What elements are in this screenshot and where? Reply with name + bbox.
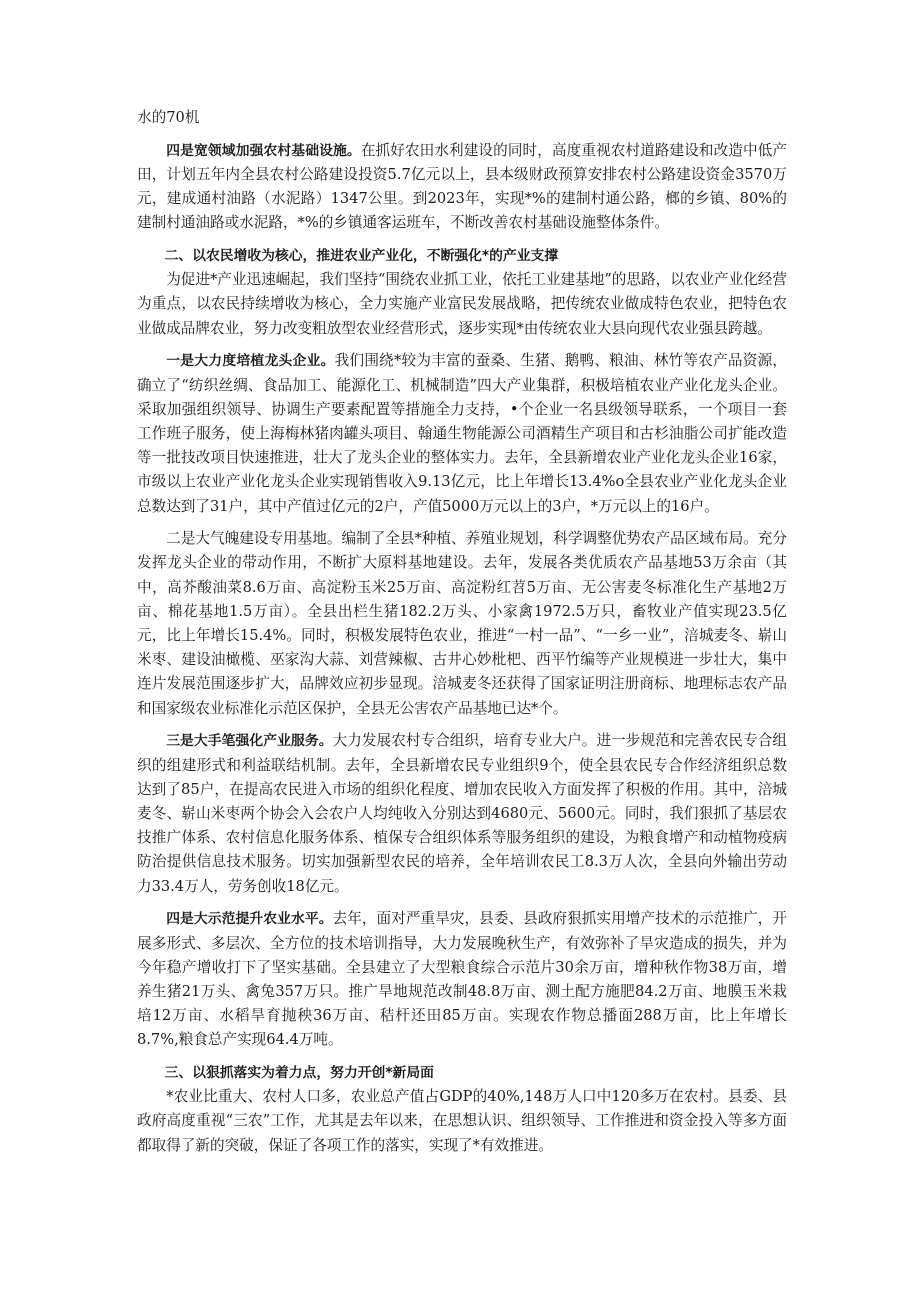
- paragraph-demonstration-text: [137, 907, 787, 1052]
- section-heading-3: 三、以狠抓落实为着力点，努力开创*新局面: [164, 1065, 434, 1082]
- paragraph-body: 大力发展农村专合组织，培育专业大户。进一步规范和完善农民专合组织的组建形式和利益联结机制。去年，全县新增农民专业组织9个，使全县农民专合作经济组织总数达到了85户，在提高农民进入市场的组织化程度、增加农民收入方面发挥了积极的作用。其中，涪城麦冬、崭山米枣两个协会入会农户人均纯收入分别达到4680元、5600元。同时，我们狠抓了基层农技推广体系、农村信息化服务体系、植保专合组织体系等服务组织的建设，为粮食增产和动植物疫病防治提供信息技术服务。切实加强新型农民的培养，全年培训农民工8.3万人次，全县向外输出劳动力33.4万人，劳务创收18亿元。: [137, 732, 787, 895]
- paragraph-body: 在抓好农田水利建设的同时，高度重视农村道路建设和改造中低产田，计划五年内全县农村公路建设投资5.7亿元以上，县本级财政预算安排农村公路建设资金3570万元，建成通村油路（水泥路）1347公里。到2023年，实现*%的建制村通公路，榔的乡镇、80%的建制村通油路或水泥路，*%的乡镇通客运班车，不断改善农村基础设施整体条件。: [137, 141, 787, 232]
- document-page: [137, 106, 787, 1166]
- section-two: [137, 244, 787, 341]
- paragraph-leading-enterprises: [137, 349, 787, 518]
- paragraph-industry-services-text: [137, 729, 787, 898]
- paragraph-production-bases-text: 二是大气魄建设专用基地。编制了全县*种植、养殖业规划，科学调整优势农产品区域布局。充分发挥龙头企业的带动作用，不断扩大原料基地建设。去年，发展各类优质农产品基地53万余亩（其中，高芥酸油菜8.6万亩、高淀粉玉米25万亩、高淀粉红苕5万亩、无公害麦冬标准化生产基地2万亩、棉花基地1.5万亩）。全县出栏生猪182.2万头、小家禽1972.5万只，畜牧业产值实现23.5亿元，比上年增长15.4%。同时，积极发展特色农业，推进“一村一品”、“一乡一业”，涪城麦冬、崭山米枣、建设油橄榄、巫家沟大蒜、刘营辣椒、古井心妙枇杷、西平竹编等产业规模进一步壮大，集中连片发展范围逐步扩大，品牌效应初步显现。涪城麦冬还获得了国家证明注册商标、地理标志农产品和国家级农业标准化示范区保护，全县无公害农产品基地已达*个。: [137, 530, 787, 717]
- section-three: [137, 1061, 787, 1158]
- paragraph-body: 我们围绕*较为丰富的蚕桑、生猪、鹅鸭、粮油、林竹等农产品资源，确立了“纺织丝绸、食品加工、能源化工、机械制造”四大产业集群，积极培植农业产业化龙头企业。采取加强组织领导、协调生产要素配置等措施全力支持，•个企业一名县级领导联系，一个项目一套工作班子服务，使上海梅林猪肉罐头项目、翰通生物能源公司酒精生产项目和古杉油脂公司扩能改造等一批技改项目快速推进，壮大了龙头企业的整体实力。去年，全县新增农业产业化龙头企业16家，市级以上农业产业化龙头企业实现销售收入9.13亿元，比上年增长13.4%o全县农业产业化龙头企业总数达到了31户，其中产值过亿元的2户，产值5000万元以上的3户，*万元以上的16户。: [137, 352, 788, 515]
- paragraph-infrastructure: [137, 139, 787, 236]
- paragraph-body: 去年，面对严重旱灾，县委、县政府狠抓实用增产技术的示范推广，开展多形式、多层次、全方位的技术培训指导，大力发展晚秋生产，有效弥补了旱灾造成的损失，并为今年稳产增收打下了坚实基础。全县建立了大型粮食综合示范片30余万亩，增种秋作物38万亩，增养生猪21万头、禽兔357万只。推广旱地规范改制48.8万亩、测土配方施肥84.2万亩、地膜玉米栽培12万亩、水稻旱育抛秧36万亩、秸杆还田85万亩。实现农作物总播面288万亩，比上年增长8.7%,粮食总产实现64.4万吨。: [137, 910, 787, 1049]
- paragraph-section-two-intro: 为促进*产业迅速崛起，我们坚持“围绕农业抓工业，依托工业建基地”的思路，以农业产业化经营为重点，以农民持续增收为核心，全力实施产业富民发展战略，把传统农业做成特色农业，把特色农业做成品牌农业，努力改变粗放型农业经营形式，逐步实现*由传统农业大县向现代农业强县跨越。: [137, 271, 787, 337]
- paragraph-industry-services: [137, 729, 787, 898]
- paragraph-demonstration: [137, 907, 787, 1052]
- paragraph-infrastructure-text: [137, 139, 787, 236]
- paragraph-production-bases: [137, 527, 787, 721]
- paragraph-lead: 四是大示范提升农业水平。: [166, 911, 333, 928]
- paragraph-leading-enterprises-text: [137, 349, 787, 518]
- paragraph-section-three-intro: *农业比重大、农村人口多，农业总产值占GDP的40%,148万人口中120多万在农村。县委、县政府高度重视“三农”工作，尤其是去年以来，在思想认识、组织领导、工作推进和资金投入等多方面都取得了新的突破，保证了各项工作的落实，实现了*有效推进。: [137, 1088, 787, 1154]
- paragraph-lead: 三是大手笔强化产业服务。: [166, 733, 333, 750]
- fragment-line: 水的70机: [137, 109, 200, 126]
- section-heading-2: 二、以农民增收为核心，推进农业产业化，不断强化*的产业支撑: [164, 248, 559, 265]
- paragraph-lead: 四是宽领域加强农村基础设施。: [166, 142, 361, 159]
- paragraph-lead: 一是大力度培植龙头企业。: [166, 353, 335, 370]
